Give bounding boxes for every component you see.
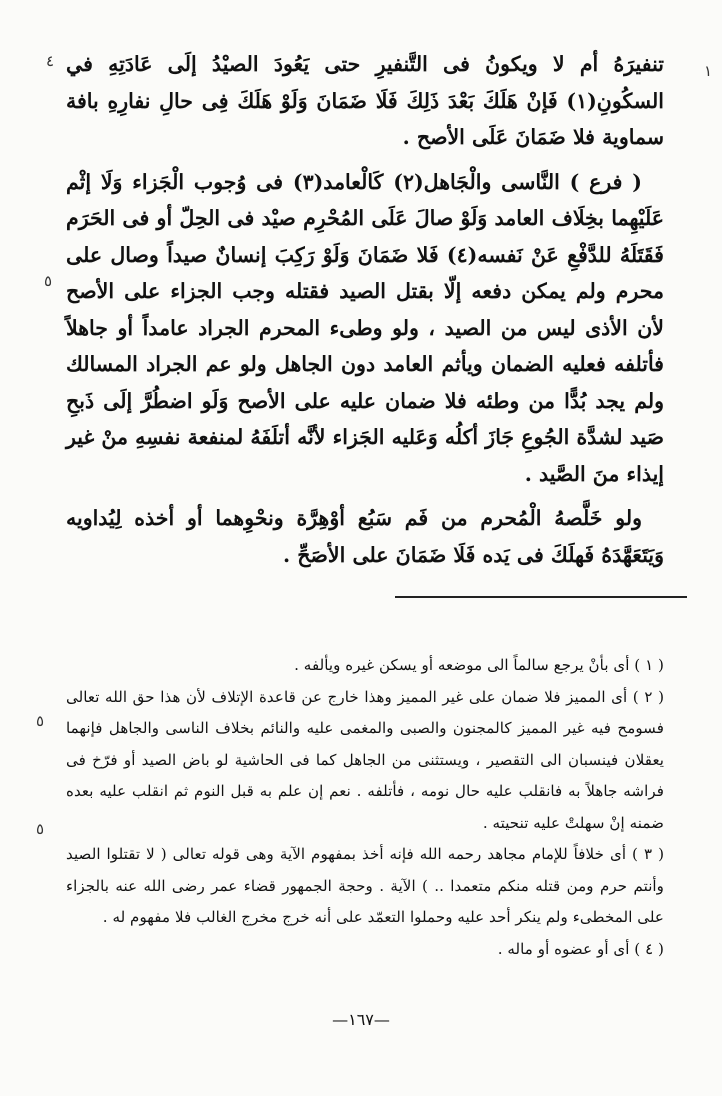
margin-mark: ١: [704, 62, 713, 80]
footnotes: [66, 650, 664, 965]
paragraph-1: تنفيرَهُ أم لا ويكونُ فى التَّنفيرِ حتى يَعُودَ الصيْدُ إلَى عَادَتِهِ في السكُونِ(١) فَإنْ هَلَكَ بَعْدَ ذَلِكَ فَلَا ضَمَانَ وَلَوْ هَلَكَ فِى حالِ نفارِهِ بافة سماوية فلا ضَمَانَ عَلَى الأصح .: [66, 52, 664, 149]
footnote-3: ( ٣ ) أى خلافاً للإمام مجاهد رحمه الله فإنه أخذ بمفهوم الآية وهى قوله تعالى ( لا تقتلوا الصيد وأنتم حرم ومن قتله منكم متعمدا .. ) الآية . وحجة الجمهور قضاء عمر رضى الله عنه بالجزاء على المخطىء ولم ينكر أحد عليه وحملوا التعمّد على أنه خرج مخرج الغالب فلا مفهوم له .: [66, 845, 664, 926]
margin-mark: ٥: [36, 712, 45, 730]
margin-mark: ٥: [36, 820, 45, 838]
footnote-1: ( ١ ) أى بأنْ يرجع سالماً الى موضعه أو يسكن غيره ويألفه .: [294, 656, 664, 674]
main-text: [66, 46, 664, 581]
footnote-divider: [395, 596, 687, 598]
page-number: —١٦٧—: [332, 1010, 390, 1029]
margin-mark: ٥: [44, 272, 53, 290]
paragraph-2: ( فرع ) النَّاسى والْجَاهل(٢) كَالْعامد(٣) فى وُجوب الْجَزاء وَلَا إثْم عَلَيْهِما بخِلَاف العامد وَلَوْ صالَ عَلَى المُحْرِم صيْد فى الحِلّ أو فى الحَرَم فَقَتَلَهُ للدَّفْعِ عَنْ نَفسه(٤) فَلا ضَمَانَ وَلَوْ رَكِبَ إنسانٌ صيداً وصال على محرم ولم يمكن دفعه إلّا بقتل الصيد فقتله وجب الجزاء على الأصح لأن الأذى ليس من الصيد ، ولو وطىء المحرم الجراد عامداً أو جاهلاً فأتلفه فعليه الضمان ويأثم العامد دون الجاهل ولو عم الجراد المسالك ولم يجد بُدًّا من وطئه فلا ضمان عليه على الأصح وَلَو اضطُرَّ إلَى ذَبحِ صَيد لشدَّة الجُوعِ جَازَ أكلُه وَعَليه الجَزاء لأنَّه أتلَفَهُ لمنفعة نفسِهِ منْ غير إيذاء منَ الصَّيد .: [66, 169, 664, 486]
footnote-4: ( ٤ ) أى أو عضوه أو ماله .: [497, 939, 664, 958]
paragraph-3: ولو خَلَّصهُ الْمُحرم من فَم سَبُع أوْهِرَّة ونحْوِهما أو أخذه لِيُداويه وَيَتَعَهَّدَهُ فَهلَكَ فى يَده فَلَا ضَمَانَ على الأصَحِّ .: [66, 506, 664, 567]
footnote-2: ( ٢ ) أى المميز فلا ضمان على غير المميز وهذا خارج عن قاعدة الإتلاف لأن هذا حق الله تعالى فسومح فيه غير المميز كالمجنون والصبى والمغمى عليه والنائم بخلاف الناسى والجاهل فإنهما يعقلان فينسبان الى التقصير ، ويستثنى من الجاهل كما فى الحاشية لو باض الصيد أو فرّخ فى فراشه جاهلاً به فانقلب عليه حال نومه ، فأتلفه . نعم إن علم به قبل النوم ثم انقلب عليه بعده ضمنه إنْ سهلتْ عليه تنحيته .: [66, 687, 664, 832]
margin-mark: ٤: [46, 52, 55, 70]
